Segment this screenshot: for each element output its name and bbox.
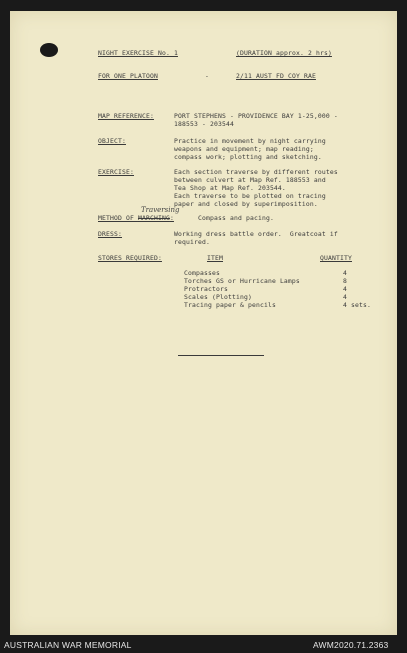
object-line: weapons and equipment; map reading;	[174, 145, 314, 153]
footer-accession-number: AWM2020.71.2363	[313, 640, 389, 650]
struck-word: MARCHING	[137, 214, 170, 222]
stores-qty-header: QUANTITY	[320, 254, 352, 262]
method-label: METHOD OF MARCHING:	[98, 214, 174, 222]
map-reference-label: MAP REFERENCE:	[98, 112, 154, 120]
store-item: Torches GS or Hurricane Lamps	[184, 277, 300, 285]
dress-label: DRESS:	[98, 230, 122, 238]
exercise-line: Each section traverse by different routes	[174, 168, 338, 176]
exercise-line: between culvert at Map Ref. 188553 and	[174, 176, 326, 184]
document-page	[10, 11, 397, 635]
method-value: Compass and pacing.	[198, 214, 274, 222]
exercise-line: Tea Shop at Map Ref. 203544.	[174, 184, 286, 192]
store-item: Scales (Plotting)	[184, 293, 252, 301]
dress-line: Working dress battle order. Greatcoat if	[174, 230, 338, 238]
unit-label: 2/11 AUST FD COY RAE	[236, 72, 316, 80]
exercise-line: paper and closed by superimposition.	[174, 200, 318, 208]
footer-institution: AUSTRALIAN WAR MEMORIAL	[4, 640, 132, 650]
header-dash: -	[205, 72, 209, 80]
exercise-line: Each traverse to be plotted on tracing	[174, 192, 326, 200]
duration-note: (DURATION approx. 2 hrs)	[236, 49, 332, 57]
store-qty: 4 sets.	[343, 301, 371, 309]
map-reference-line: PORT STEPHENS - PROVIDENCE BAY 1-25,000 -	[174, 112, 338, 120]
end-rule	[178, 355, 264, 356]
object-line: compass work; plotting and sketching.	[174, 153, 322, 161]
platoon-label: FOR ONE PLATOON	[98, 72, 158, 80]
store-item: Protractors	[184, 285, 228, 293]
exercise-label: EXERCISE:	[98, 168, 134, 176]
object-label: OBJECT:	[98, 137, 126, 145]
store-item: Compasses	[184, 269, 220, 277]
object-line: Practice in movement by night carrying	[174, 137, 326, 145]
store-qty: 4	[343, 285, 347, 293]
store-qty: 4	[343, 293, 347, 301]
dress-line: required.	[174, 238, 210, 246]
handwritten-correction: Traversing	[141, 206, 180, 214]
stores-label: STORES REQUIRED:	[98, 254, 162, 262]
punch-hole	[40, 43, 58, 57]
exercise-title: NIGHT EXERCISE No. 1	[98, 49, 178, 57]
store-item: Tracing paper & pencils	[184, 301, 276, 309]
map-reference-line: 188553 - 203544	[174, 120, 234, 128]
stores-item-header: ITEM	[207, 254, 223, 262]
store-qty: 4	[343, 269, 347, 277]
store-qty: 8	[343, 277, 347, 285]
